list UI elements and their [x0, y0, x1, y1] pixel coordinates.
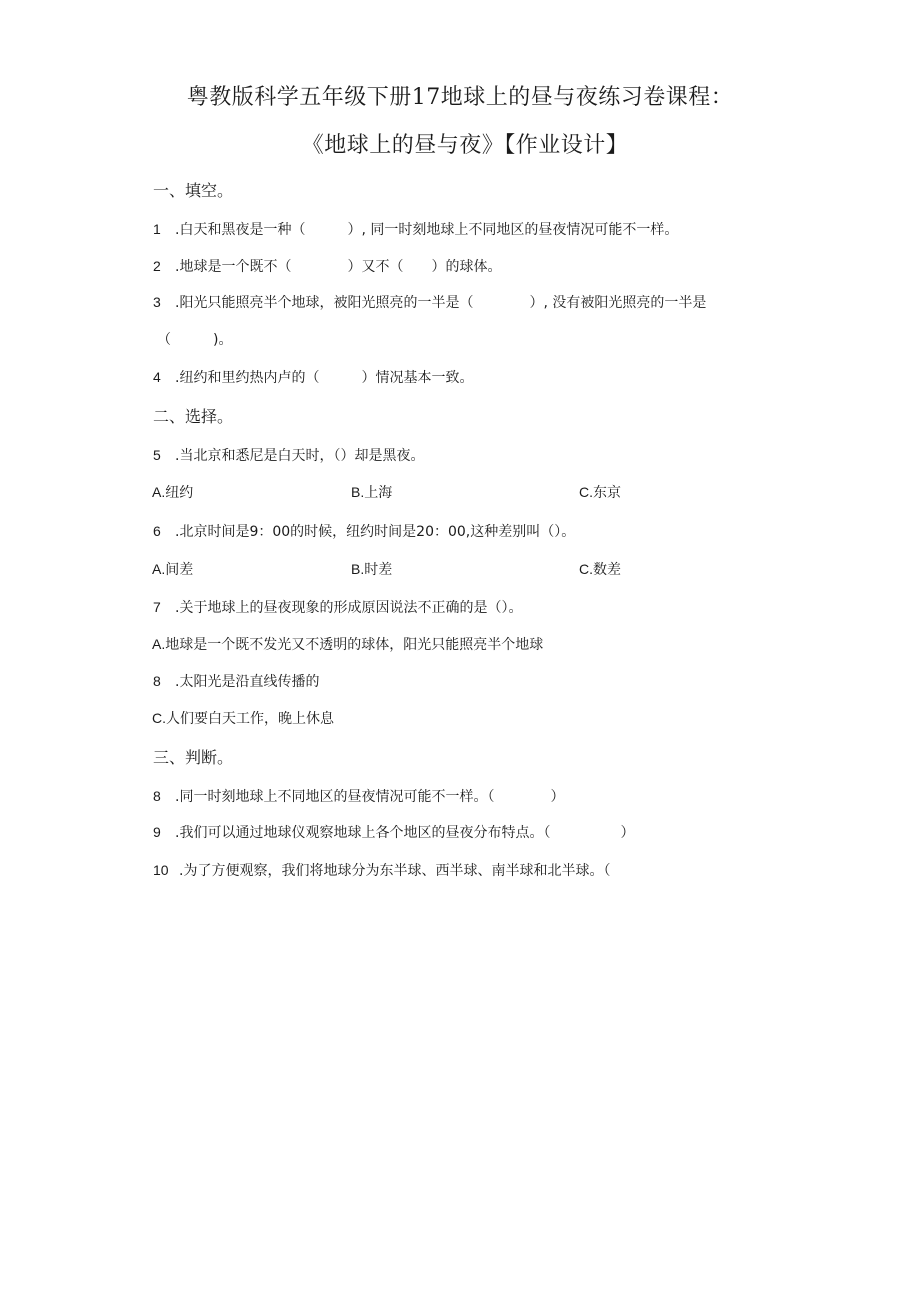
question-number: 8	[153, 788, 161, 804]
question-9	[153, 822, 634, 842]
question-text: .白天和黑夜是一种（ ）, 同一时刻地球上不同地区的昼夜情况可能不一样。	[175, 222, 679, 238]
question-number: 4	[153, 369, 161, 385]
question-2	[153, 256, 501, 276]
question-3	[153, 292, 706, 312]
question-number: 8	[153, 673, 161, 689]
question-text: .为了方便观察，我们将地球分为东半球、西半球、南半球和北半球。（	[179, 863, 611, 879]
question-number: 2	[153, 258, 161, 274]
question-6	[153, 521, 575, 541]
section-heading-fill-blank: 一、填空。	[153, 181, 234, 200]
section-heading-judge: 三、判断。	[153, 748, 234, 767]
question-number: 1	[153, 221, 161, 237]
question-text: .纽约和里约热内卢的（ ）情况基本一致。	[175, 370, 474, 386]
question-text: .太阳光是沿直线传播的	[175, 674, 320, 690]
question-5-option-b: B.上海	[351, 484, 393, 501]
question-6-option-a: A.间差	[152, 561, 194, 578]
question-number: 7	[153, 599, 161, 615]
question-7-option-a: A.地球是一个既不发光又不透明的球体，阳光只能照亮半个地球	[152, 636, 544, 653]
question-4	[153, 367, 473, 387]
question-number: 10	[153, 862, 169, 878]
question-text: .地球是一个既不（ ）又不（ ）的球体。	[175, 259, 502, 275]
question-number: 3	[153, 294, 161, 310]
question-text: .我们可以通过地球仪观察地球上各个地区的昼夜分布特点。（ ）	[175, 825, 635, 841]
question-number: 9	[153, 824, 161, 840]
question-8	[153, 786, 564, 806]
question-number: 5	[153, 447, 161, 463]
question-text: .同一时刻地球上不同地区的昼夜情况可能不一样。（ ）	[175, 789, 565, 805]
question-5-option-a: A.纽约	[152, 484, 194, 501]
question-number: 6	[153, 523, 161, 539]
question-1	[153, 219, 678, 239]
question-6-option-c: C.数差	[579, 561, 621, 578]
question-5-option-c: C.东京	[579, 484, 621, 501]
title-line-2: 《地球上的昼与夜》【作业设计】	[301, 133, 629, 158]
question-text: .阳光只能照亮半个地球，被阳光照亮的一半是（ ）, 没有被阳光照亮的一半是	[175, 295, 707, 311]
question-text: .北京时间是9：00的时候，纽约时间是20：00,这种差别叫（）。	[175, 524, 576, 540]
question-text: .关于地球上的昼夜现象的形成原因说法不正确的是（）。	[175, 600, 523, 616]
title-line-1: 粤教版科学五年级下册17地球上的昼与夜练习卷课程：	[186, 85, 734, 110]
question-text: .当北京和悉尼是白天时，（）却是黑夜。	[175, 448, 425, 464]
question-7	[153, 597, 522, 617]
question-5	[153, 445, 424, 465]
question-8-statement	[153, 671, 319, 691]
question-10	[153, 860, 610, 880]
section-heading-choice: 二、选择。	[153, 407, 234, 426]
question-3-continuation: （ )。	[157, 332, 233, 348]
question-6-option-b: B.时差	[351, 561, 393, 578]
question-7-option-c: C.人们要白天工作，晚上休息	[152, 710, 334, 727]
